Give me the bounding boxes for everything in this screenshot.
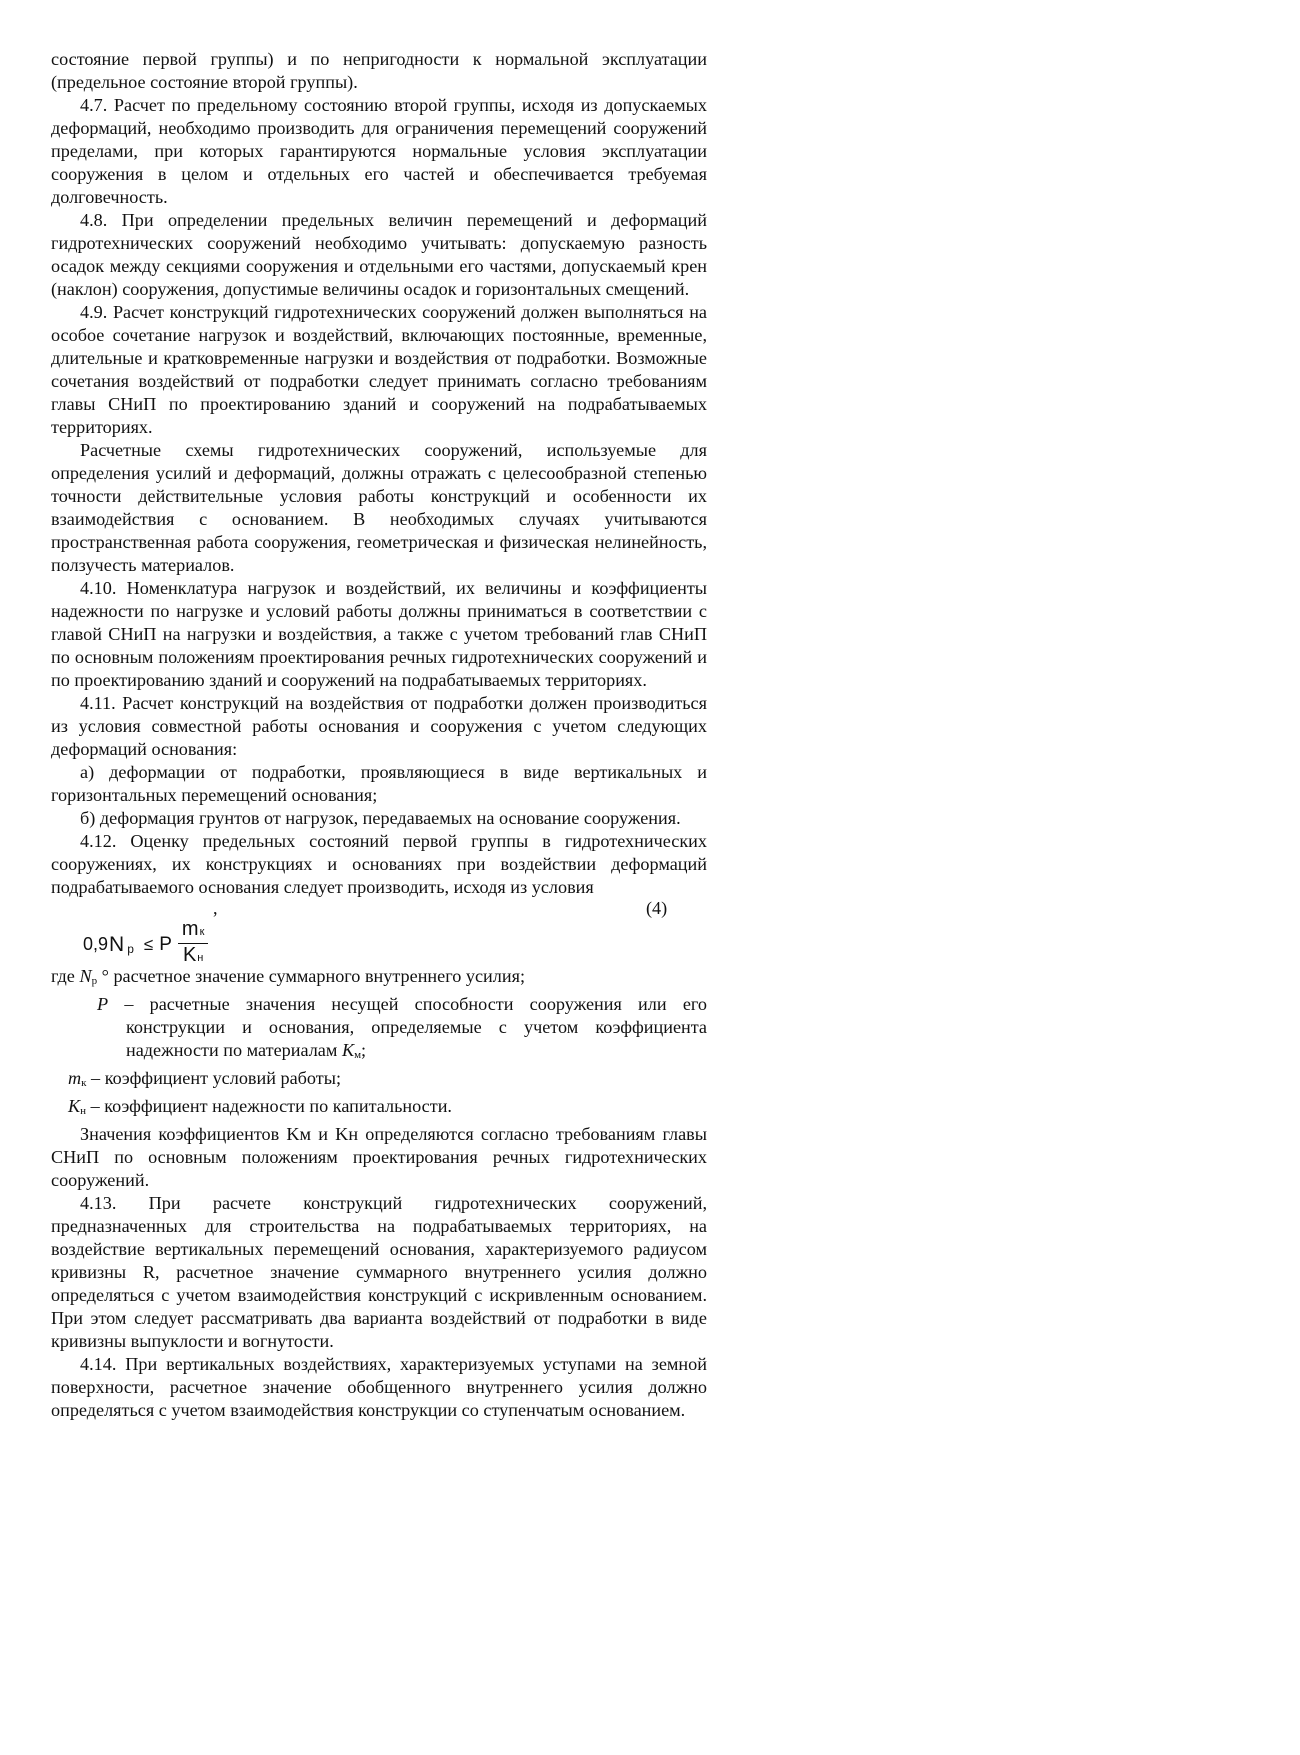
- definition-np-symbol: N: [79, 966, 92, 986]
- definition-np: [51, 965, 707, 993]
- definition-p-k-symbol: K: [341, 1040, 355, 1060]
- paragraph-4-9: 4.9. Расчет конструкций гидротехнических сооружений должен выполняться на особое сочетание нагрузок и воздействий, включающих постоянные, временные, длительные и кратковременные нагрузки и воздействия от подработки. Возможные сочетания воздействий от подработки следует принимать согласно требованиям главы СНиП по проектированию зданий и сооружений на подрабатываемых территориях.: [51, 302, 707, 437]
- definition-p-end: ;: [361, 1040, 367, 1060]
- formula-fraction: [178, 919, 208, 969]
- fraction-numerator: [178, 919, 208, 944]
- definition-kn: [51, 1095, 707, 1123]
- definition-p: [51, 993, 707, 1067]
- definition-p-symbol: P: [97, 994, 109, 1014]
- paragraph-coefficients-note: Значения коэффициентов Kм и Kн определяются согласно требованиям главы СНиП по основным положениям проектирования речных гидротехнических сооружений.: [51, 1124, 707, 1190]
- fraction-denominator: [179, 944, 207, 969]
- definition-p-k-subscript: м: [354, 1049, 362, 1061]
- denominator-subscript: н: [197, 952, 204, 964]
- formula-P: P: [159, 933, 172, 955]
- paragraph-4-7: 4.7. Расчет по предельному состоянию второй группы, исходя из допускаемых деформаций, необходимо производить для ограничения перемещений сооружений пределами, при которых гарантируются нормальные условия эксплуатации сооружения в целом и отдельных его частей и обеспечивается требуемая долговечность.: [51, 95, 707, 207]
- definition-kn-subscript: н: [80, 1105, 87, 1117]
- definition-mk-symbol: m: [68, 1068, 82, 1088]
- paragraph-4-11-a: а) деформации от подработки, проявляющиеся в виде вертикальных и горизонтальных перемещений основания;: [51, 762, 707, 805]
- equation-block: [51, 899, 707, 965]
- paragraph-4-11-b: б) деформация грунтов от нагрузок, передаваемых на основание сооружения.: [80, 808, 681, 828]
- paragraph-4-11: 4.11. Расчет конструкций на воздействия от подработки должен производиться из условия совместной работы основания и сооружения с учетом следующих деформаций основания:: [51, 693, 707, 759]
- definition-mk-text: – коэффициент условий работы;: [86, 1068, 342, 1088]
- definition-kn-symbol: K: [68, 1096, 81, 1116]
- paragraph-4-14: 4.14. При вертикальных воздействиях, характеризуемых уступами на земной поверхности, расчетное значение обобщенного внутреннего усилия должно определяться с учетом взаимодействия конструкции со ступенчатым основанием.: [51, 1354, 707, 1420]
- paragraph-4-13: 4.13. При расчете конструкций гидротехнических сооружений, предназначенных для строительства на подрабатываемых территориях, на воздействие вертикальных перемещений основания, характеризуемого радиусом кривизны R, расчетное значение суммарного внутреннего усилия должно определяться с учетом взаимодействия конструкций с искривленным основанием. При этом следует рассматривать два варианта воздействий от подработки в виде кривизны выпуклости и вогнутости.: [51, 1193, 707, 1351]
- denominator-K: K: [182, 944, 197, 966]
- paragraph-intro: состояние первой группы) и по непригодности к нормальной эксплуатации (предельное состояние второй группы).: [51, 49, 707, 92]
- equation-number: (4): [646, 898, 668, 918]
- definition-np-prefix: где: [51, 966, 80, 986]
- formula-less-equal: ≤: [143, 934, 154, 954]
- paragraph-4-10: 4.10. Номенклатура нагрузок и воздействий, их величины и коэффициенты надежности по нагрузке и условий работы должны приниматься в соответствии с главой СНиП на нагрузки и воздействия, а также с учетом требований глав СНиП по основным положениям проектирования речных гидротехнических сооружений и по проектированию зданий и сооружений на подрабатываемых территориях.: [51, 578, 707, 690]
- numerator-m: m: [181, 918, 199, 940]
- numerator-subscript: к: [199, 926, 205, 938]
- formula-N: N: [109, 932, 125, 956]
- definition-np-text: ° расчетное значение суммарного внутреннего усилия;: [97, 966, 526, 986]
- equation-comma: ,: [213, 898, 218, 918]
- document-page: [51, 48, 707, 1422]
- paragraph-4-12: 4.12. Оценку предельных состояний первой группы в гидротехнических сооружениях, их конструкциях и основаниях при воздействии деформаций подрабатываемого основания следует производить, исходя из условия: [51, 831, 707, 897]
- definition-p-text: – расчетные значения несущей способности сооружения или его конструкции и основания, определяемые с учетом коэффициента надежности по материалам: [108, 994, 707, 1060]
- formula-coefficient: 0,9: [83, 933, 109, 954]
- definition-kn-text: – коэффициент надежности по капитальности.: [86, 1096, 452, 1116]
- definition-mk: [51, 1067, 707, 1095]
- paragraph-4-9-schemes: Расчетные схемы гидротехнических сооружений, используемые для определения усилий и деформаций, должны отражать с целесообразной степенью точности действительные условия работы конструкций и особенности их взаимодействия с основанием. В необходимых случаях учитываются пространственная работа сооружения, геометрическая и физическая нелинейность, ползучесть материалов.: [51, 440, 707, 575]
- formula-N-subscript: р: [127, 941, 134, 956]
- paragraph-4-8: 4.8. При определении предельных величин перемещений и деформаций гидротехнических сооружений необходимо учитывать: допускаемую разность осадок между секциями сооружения и отдельными его частями, допускаемый крен (наклон) сооружения, допустимые величины осадок и горизонтальных смещений.: [51, 210, 707, 299]
- formula: [83, 919, 208, 969]
- definition-np-subscript: р: [91, 975, 98, 987]
- definition-mk-subscript: к: [81, 1077, 87, 1089]
